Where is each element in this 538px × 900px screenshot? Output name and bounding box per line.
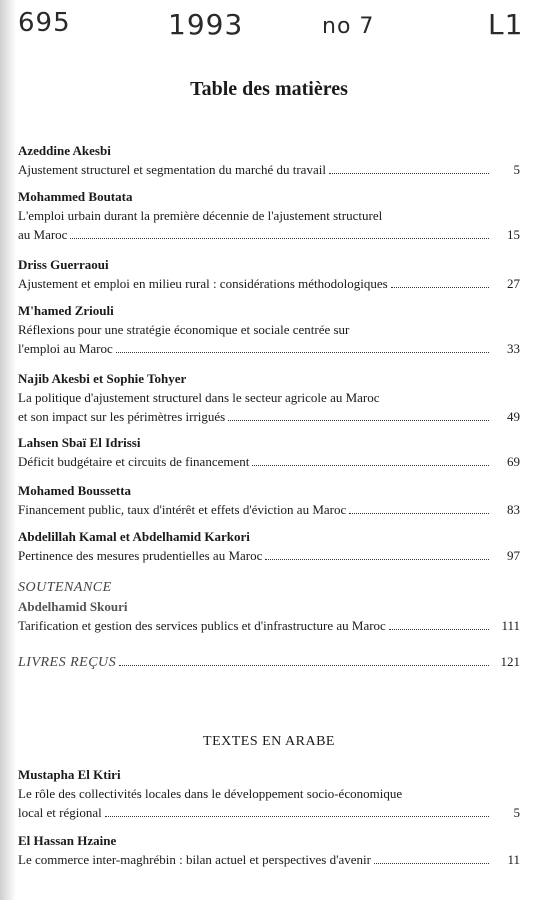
dot-leader bbox=[389, 616, 489, 630]
toc-entry bbox=[18, 188, 520, 244]
entry-author: Abdelhamid Skouri bbox=[18, 599, 128, 614]
entry-page: 15 bbox=[507, 227, 520, 242]
entry-title: Ajustement structurel et segmentation du marché du travail bbox=[18, 162, 326, 177]
entry-page: 33 bbox=[507, 341, 520, 356]
entry-page: 97 bbox=[507, 548, 520, 563]
dot-leader bbox=[329, 160, 489, 174]
toc-entry bbox=[18, 302, 520, 358]
dot-leader bbox=[374, 850, 489, 864]
entry-title: Le commerce inter-maghrébin : bilan actuel et perspectives d'avenir bbox=[18, 852, 371, 867]
entry-title: Pertinence des mesures prudentielles au Maroc bbox=[18, 548, 263, 563]
entry-author: Mohammed Boutata bbox=[18, 189, 133, 204]
arabe-section-heading: TEXTES EN ARABE bbox=[203, 734, 335, 749]
dot-leader bbox=[349, 500, 489, 514]
handwritten-issue: no 7 bbox=[322, 14, 375, 39]
entry-title-cont: et son impact sur les périmètres irrigués bbox=[18, 409, 226, 424]
dot-leader bbox=[105, 803, 489, 817]
handwritten-year: 1993 bbox=[168, 8, 244, 41]
entry-author: Driss Guerraoui bbox=[18, 257, 109, 272]
dot-leader bbox=[252, 452, 489, 466]
page-title: Table des matières bbox=[190, 78, 348, 100]
entry-line bbox=[18, 160, 520, 179]
entry-line bbox=[18, 546, 520, 565]
entry-title-cont: au Maroc bbox=[18, 227, 68, 242]
entry-line bbox=[18, 274, 520, 293]
dot-leader bbox=[70, 225, 489, 239]
entry-author: El Hassan Hzaine bbox=[18, 833, 117, 848]
entry-author: Abdelillah Kamal et Abdelhamid Karkori bbox=[18, 529, 250, 544]
entry-page: 83 bbox=[507, 502, 520, 517]
entry-title: Le rôle des collectivités locales dans le développement socio-économique bbox=[18, 786, 403, 801]
entry-author: Mustapha El Ktiri bbox=[18, 767, 121, 782]
section-heading: SOUTENANCE bbox=[18, 580, 112, 595]
entry-title: Déficit budgétaire et circuits de financement bbox=[18, 454, 250, 469]
entry-line bbox=[18, 652, 520, 671]
entry-author: Mohamed Boussetta bbox=[18, 483, 132, 498]
dot-leader bbox=[228, 407, 489, 421]
toc-entry bbox=[18, 482, 520, 519]
entry-author: M'hamed Zriouli bbox=[18, 303, 114, 318]
entry-line bbox=[18, 850, 520, 869]
entry-line bbox=[18, 452, 520, 471]
entry-page: 11 bbox=[507, 852, 520, 867]
entry-line bbox=[18, 616, 520, 635]
toc-entry bbox=[18, 528, 520, 565]
binding-shadow bbox=[0, 0, 16, 900]
handwritten-ref: 695 bbox=[18, 8, 71, 38]
entry-line bbox=[18, 407, 520, 426]
entry-title-cont: local et régional bbox=[18, 805, 102, 820]
toc-entry bbox=[18, 142, 520, 179]
entry-title: Réflexions pour une stratégie économique et sociale centrée sur bbox=[18, 322, 350, 337]
entry-line bbox=[18, 803, 520, 822]
toc-entry bbox=[18, 370, 520, 426]
entry-line bbox=[18, 225, 520, 244]
toc-entry bbox=[18, 766, 520, 822]
section-heading: LIVRES REÇUS bbox=[18, 655, 117, 670]
entry-line bbox=[18, 339, 520, 358]
soutenance-section bbox=[18, 578, 520, 635]
handwritten-page: L1 bbox=[488, 8, 524, 41]
entry-title: Tarification et gestion des services publics et d'infrastructure au Maroc bbox=[18, 618, 386, 633]
entry-line bbox=[18, 500, 520, 519]
entry-title: Ajustement et emploi en milieu rural : considérations méthodologiques bbox=[18, 276, 388, 291]
entry-title: L'emploi urbain durant la première décennie de l'ajustement structurel bbox=[18, 208, 383, 223]
entry-page: 121 bbox=[500, 654, 520, 669]
toc-entry bbox=[18, 434, 520, 471]
entry-title: La politique d'ajustement structurel dans le secteur agricole au Maroc bbox=[18, 390, 380, 405]
toc-entry bbox=[18, 256, 520, 293]
toc-entry bbox=[18, 832, 520, 869]
entry-title-cont: l'emploi au Maroc bbox=[18, 341, 113, 356]
entry-author: Najib Akesbi et Sophie Tohyer bbox=[18, 371, 187, 386]
entry-page: 5 bbox=[513, 162, 520, 177]
dot-leader bbox=[265, 546, 489, 560]
dot-leader bbox=[119, 652, 489, 666]
entry-author: Azeddine Akesbi bbox=[18, 143, 111, 158]
livres-section bbox=[18, 652, 520, 671]
entry-page: 111 bbox=[501, 618, 520, 633]
entry-page: 49 bbox=[507, 409, 520, 424]
entry-page: 69 bbox=[507, 454, 520, 469]
entry-title: Financement public, taux d'intérêt et effets d'éviction au Maroc bbox=[18, 502, 347, 517]
entry-page: 27 bbox=[507, 276, 520, 291]
dot-leader bbox=[116, 339, 489, 353]
entry-author: Lahsen Sbaï El Idrissi bbox=[18, 435, 141, 450]
dot-leader bbox=[391, 274, 489, 288]
entry-page: 5 bbox=[513, 805, 520, 820]
